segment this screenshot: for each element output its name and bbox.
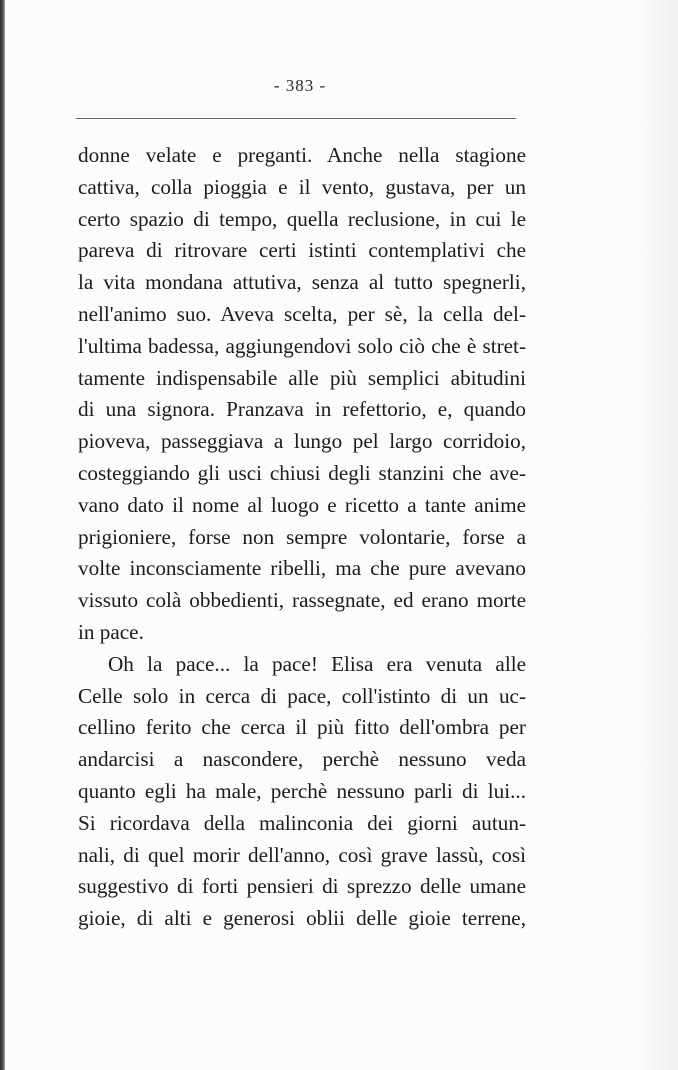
text-line: Celle solo in cerca di pace, coll'istinto di un uc- bbox=[78, 683, 526, 708]
text-line: prigioniere, forse non sempre volontarie, forse a bbox=[78, 524, 526, 549]
text-line: costeggiando gli usci chiusi degli stanzini che ave- bbox=[78, 460, 526, 485]
header-rule bbox=[76, 118, 516, 119]
body-text bbox=[78, 140, 526, 935]
text-line: cattiva, colla pioggia e il vento, gustava, per un bbox=[78, 174, 526, 199]
text-line: di una signora. Pranzava in refettorio, e, quando bbox=[78, 397, 526, 422]
page-edge-shadow bbox=[638, 0, 678, 1070]
text-line: certo spazio di tempo, quella reclusione, in cui le bbox=[78, 206, 526, 231]
text-line: suggestivo di forti pensieri di sprezzo delle umane bbox=[78, 874, 526, 899]
text-line: Si ricordava della malinconia dei giorni autun- bbox=[78, 810, 526, 835]
page-number: - 383 - bbox=[273, 76, 327, 95]
text-line: tamente indispensabile alle più semplici abitudini bbox=[78, 365, 526, 390]
text-line: l'ultima badessa, aggiungendovi solo ciò che è stret- bbox=[78, 333, 526, 358]
text-line: pioveva, passeggiava a lungo pel largo corridoio, bbox=[78, 429, 526, 454]
text-line: pareva di ritrovare certi istinti contemplativi che bbox=[78, 238, 526, 263]
text-line: gioie, di alti e generosi oblii delle gioie terrene, bbox=[78, 906, 526, 931]
binding-edge bbox=[0, 0, 5, 1070]
text-line: volte inconsciamente ribelli, ma che pure avevano bbox=[78, 556, 526, 581]
text-line: quanto egli ha male, perchè nessuno parli di lui... bbox=[78, 778, 526, 803]
paragraph-end-line: in pace. bbox=[78, 619, 144, 644]
text-line: andarcisi a nascondere, perchè nessuno veda bbox=[78, 747, 526, 772]
text-line: cellino ferito che cerca il più fitto dell'ombra per bbox=[78, 715, 526, 740]
text-line: nali, di quel morir dell'anno, così grave lassù, così bbox=[78, 842, 526, 867]
text-line: la vita mondana attutiva, senza al tutto spegnerli, bbox=[78, 270, 526, 295]
text-line: donne velate e preganti. Anche nella stagione bbox=[78, 143, 526, 167]
text-line: vissuto colà obbedienti, rassegnate, ed erano morte bbox=[78, 588, 526, 613]
text-line: vano dato il nome al luogo e ricetto a tante anime bbox=[78, 492, 526, 517]
paragraph-start-line: Oh la pace... la pace! Elisa era venuta alle bbox=[108, 651, 526, 676]
text-line: nell'animo suo. Aveva scelta, per sè, la cella del- bbox=[78, 301, 526, 326]
